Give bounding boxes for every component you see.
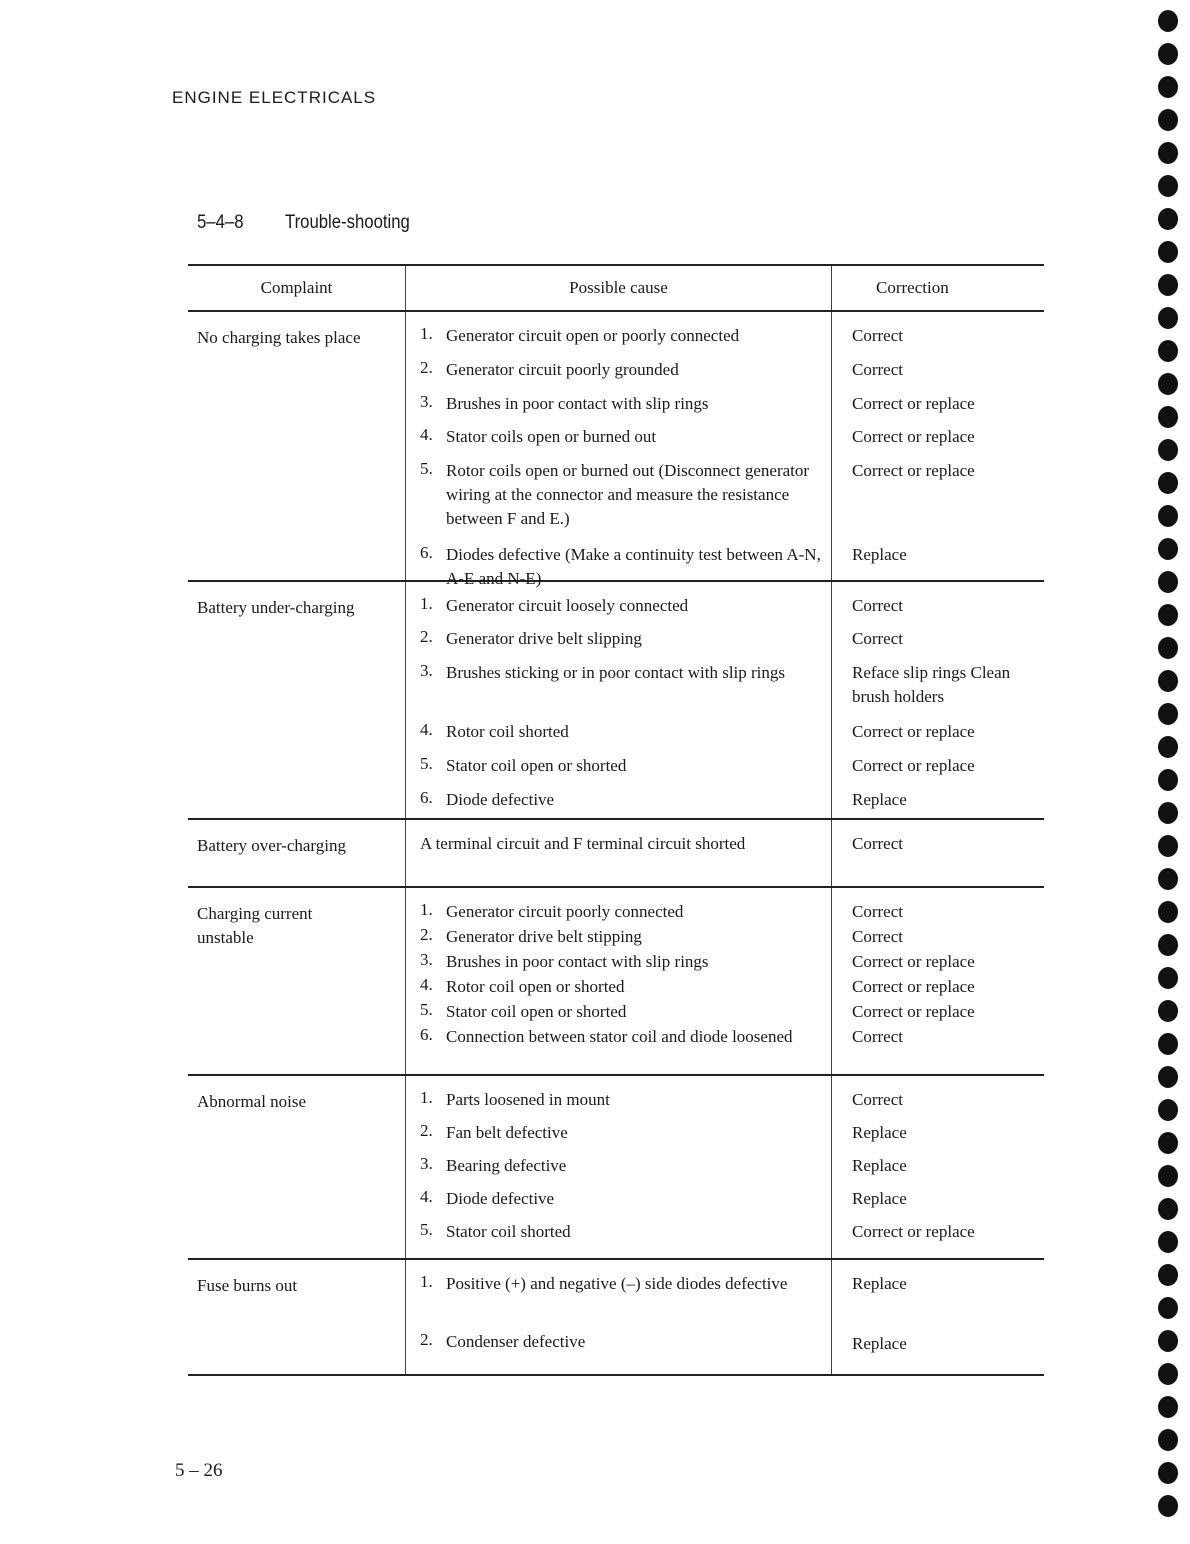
cause-item bbox=[420, 1025, 831, 1074]
correction-item: Correct or replace bbox=[852, 1222, 975, 1241]
binder-hole bbox=[1158, 274, 1178, 296]
item-number: 5. bbox=[420, 754, 433, 773]
cause-item bbox=[420, 1154, 831, 1187]
item-number: 4. bbox=[420, 1187, 433, 1206]
correction-item: Correct or replace bbox=[852, 952, 975, 971]
cause-item bbox=[420, 594, 831, 627]
correction-item: Correct bbox=[852, 360, 903, 379]
correction-cell bbox=[832, 1260, 1044, 1374]
cause-item bbox=[420, 425, 831, 459]
cause-text: Brushes in poor contact with slip rings bbox=[446, 394, 709, 413]
correction-item: Correct or replace bbox=[852, 756, 975, 775]
binder-hole bbox=[1158, 175, 1178, 197]
correction-item: Correct bbox=[852, 902, 903, 921]
complaint-cell: Battery over-charging bbox=[188, 820, 406, 886]
table-group bbox=[188, 820, 1044, 888]
cause-cell bbox=[406, 312, 832, 588]
correction-item: Correct bbox=[852, 927, 903, 946]
binder-hole bbox=[1158, 802, 1178, 824]
page-number: 5 – 26 bbox=[175, 1460, 223, 1481]
binder-hole bbox=[1158, 340, 1178, 362]
cause-text: Diode defective bbox=[446, 790, 555, 809]
binder-hole bbox=[1158, 1165, 1178, 1187]
binder-hole bbox=[1158, 934, 1178, 956]
binder-hole bbox=[1158, 1495, 1178, 1517]
correction-item: Replace bbox=[852, 1156, 907, 1175]
item-number: 4. bbox=[420, 720, 433, 739]
cause-text: A terminal circuit and F terminal circuit shorted bbox=[420, 834, 746, 853]
correction-item: Correct bbox=[852, 326, 903, 345]
cause-text: Fan belt defective bbox=[446, 1123, 568, 1142]
binder-hole bbox=[1158, 670, 1178, 692]
cause-text: Generator circuit loosely connected bbox=[446, 596, 689, 615]
correction-item: Correct or replace bbox=[852, 1002, 975, 1021]
cause-item bbox=[420, 975, 831, 1000]
correction-cell bbox=[832, 1076, 1044, 1258]
binder-hole bbox=[1158, 1033, 1178, 1055]
cause-item bbox=[420, 832, 791, 856]
binder-hole bbox=[1158, 1000, 1178, 1022]
binder-hole bbox=[1158, 505, 1178, 527]
binder-hole bbox=[1158, 736, 1178, 758]
binder-hole bbox=[1158, 1462, 1178, 1484]
complaint-cell: Abnormal noise bbox=[188, 1076, 406, 1258]
cause-text: Generator drive belt stipping bbox=[446, 927, 642, 946]
correction-cell bbox=[832, 312, 1044, 580]
cause-text: Rotor coil shorted bbox=[446, 722, 569, 741]
cause-item bbox=[420, 754, 831, 788]
complaint-cell: Charging current unstable bbox=[188, 888, 406, 1074]
binder-hole bbox=[1158, 142, 1178, 164]
section-heading bbox=[197, 212, 410, 234]
binder-hole bbox=[1158, 1330, 1178, 1352]
binder-hole bbox=[1158, 835, 1178, 857]
item-number: 4. bbox=[420, 975, 433, 994]
complaint-cell: Battery under-charging bbox=[188, 582, 406, 818]
cause-item bbox=[420, 392, 831, 425]
cause-item bbox=[420, 900, 831, 925]
cause-text: Generator drive belt slipping bbox=[446, 629, 642, 648]
binder-hole bbox=[1158, 406, 1178, 428]
item-number: 1. bbox=[420, 900, 433, 919]
cause-item bbox=[420, 459, 831, 543]
item-number: 1. bbox=[420, 594, 433, 613]
cause-item bbox=[420, 324, 831, 358]
cause-text: Stator coils open or burned out bbox=[446, 427, 657, 446]
cause-item bbox=[420, 1088, 831, 1121]
binder-hole bbox=[1158, 637, 1178, 659]
correction-item: Correct bbox=[852, 1090, 903, 1109]
cause-text: Bearing defective bbox=[446, 1156, 567, 1175]
item-number: 5. bbox=[420, 1000, 433, 1019]
item-number: 2. bbox=[420, 358, 433, 377]
cause-item bbox=[420, 1272, 831, 1330]
cause-item bbox=[420, 1330, 831, 1360]
binder-hole bbox=[1158, 439, 1178, 461]
correction-cell bbox=[832, 820, 1044, 886]
cause-item bbox=[420, 1000, 831, 1025]
binder-hole bbox=[1158, 1363, 1178, 1385]
item-number: 2. bbox=[420, 925, 433, 944]
binder-hole bbox=[1158, 1132, 1178, 1154]
cause-item bbox=[420, 1121, 831, 1154]
correction-item: Correct or replace bbox=[852, 427, 975, 446]
binder-hole bbox=[1158, 1264, 1178, 1286]
section-number: 5–4–8 bbox=[197, 212, 244, 233]
item-number: 1. bbox=[420, 1088, 433, 1107]
running-header: ENGINE ELECTRICALS bbox=[172, 88, 377, 107]
correction-item: Replace bbox=[852, 545, 907, 564]
item-number: 3. bbox=[420, 392, 433, 411]
item-number: 1. bbox=[420, 1272, 433, 1291]
complaint-cell: Fuse burns out bbox=[188, 1260, 406, 1374]
item-number: 1. bbox=[420, 324, 433, 343]
correction-cell bbox=[832, 582, 1044, 818]
cause-cell bbox=[406, 1076, 832, 1258]
cause-text: Diode defective bbox=[446, 1189, 555, 1208]
item-number: 4. bbox=[420, 425, 433, 444]
item-number: 6. bbox=[420, 543, 433, 562]
cause-text: Condenser defective bbox=[446, 1332, 586, 1351]
cause-text: Generator circuit poorly grounded bbox=[446, 360, 679, 379]
binder-hole bbox=[1158, 76, 1178, 98]
correction-item: Correct or replace bbox=[852, 722, 975, 741]
binder-hole bbox=[1158, 604, 1178, 626]
binder-hole bbox=[1158, 109, 1178, 131]
binder-hole bbox=[1158, 1066, 1178, 1088]
correction-item: Correct or replace bbox=[852, 977, 975, 996]
table-header-row bbox=[188, 266, 1044, 312]
cause-text: Positive (+) and negative (–) side diodes defective bbox=[446, 1274, 788, 1293]
item-number: 5. bbox=[420, 1220, 433, 1239]
cause-item bbox=[420, 788, 831, 818]
cause-text: Diodes defective (Make a continuity test between A-N, A-E and N-E) bbox=[446, 545, 821, 588]
correction-item: Correct bbox=[852, 1027, 903, 1046]
column-header-possible-cause: Possible cause bbox=[406, 266, 832, 310]
binder-hole bbox=[1158, 307, 1178, 329]
cause-item bbox=[420, 627, 831, 661]
table-group bbox=[188, 312, 1044, 588]
item-number: 3. bbox=[420, 661, 433, 680]
binder-hole bbox=[1158, 1099, 1178, 1121]
correction-item: Replace bbox=[852, 1334, 907, 1353]
cause-text: Stator coil shorted bbox=[446, 1222, 571, 1241]
item-number: 3. bbox=[420, 1154, 433, 1173]
binder-holes bbox=[1158, 10, 1182, 1528]
binder-hole bbox=[1158, 769, 1178, 791]
cause-cell bbox=[406, 1260, 832, 1374]
table-group bbox=[188, 888, 1044, 1076]
cause-item bbox=[420, 720, 831, 754]
correction-item: Correct bbox=[852, 596, 903, 615]
column-header-complaint: Complaint bbox=[188, 266, 406, 310]
item-number: 6. bbox=[420, 1025, 433, 1044]
cause-text: Parts loosened in mount bbox=[446, 1090, 610, 1109]
binder-hole bbox=[1158, 241, 1178, 263]
binder-hole bbox=[1158, 901, 1178, 923]
binder-hole bbox=[1158, 538, 1178, 560]
binder-hole bbox=[1158, 1231, 1178, 1253]
correction-item: Correct bbox=[852, 629, 903, 648]
correction-item: Replace bbox=[852, 790, 907, 809]
cause-item bbox=[420, 1187, 831, 1220]
table-group bbox=[188, 582, 1044, 820]
correction-item: Reface slip rings Clean brush holders bbox=[852, 663, 1011, 706]
binder-hole bbox=[1158, 1429, 1178, 1451]
troubleshooting-table bbox=[188, 264, 1044, 1376]
correction-cell bbox=[832, 888, 1044, 1074]
binder-hole bbox=[1158, 868, 1178, 890]
binder-hole bbox=[1158, 472, 1178, 494]
table-group bbox=[188, 1260, 1044, 1376]
cause-text: Generator circuit poorly connected bbox=[446, 902, 684, 921]
binder-hole bbox=[1158, 703, 1178, 725]
cause-text: Connection between stator coil and diode loosened bbox=[446, 1027, 793, 1046]
section-title: Trouble-shooting bbox=[285, 212, 410, 233]
cause-item bbox=[420, 358, 831, 392]
cause-text: Rotor coils open or burned out (Disconnect generator wiring at the connector and measure the resistance between F and E.) bbox=[446, 461, 810, 528]
binder-hole bbox=[1158, 208, 1178, 230]
binder-hole bbox=[1158, 1396, 1178, 1418]
item-number: 5. bbox=[420, 459, 433, 478]
cause-item bbox=[420, 950, 831, 975]
correction-item: Replace bbox=[852, 1189, 907, 1208]
complaint-cell: No charging takes place bbox=[188, 312, 406, 580]
cause-text: Rotor coil open or shorted bbox=[446, 977, 625, 996]
cause-item bbox=[420, 925, 831, 950]
cause-item bbox=[420, 661, 831, 720]
column-header-correction: Correction bbox=[876, 278, 949, 297]
cause-text: Generator circuit open or poorly connected bbox=[446, 326, 740, 345]
item-number: 6. bbox=[420, 788, 433, 807]
cause-text: Stator coil open or shorted bbox=[446, 1002, 627, 1021]
binder-hole bbox=[1158, 1198, 1178, 1220]
table-group bbox=[188, 1076, 1044, 1260]
cause-cell bbox=[406, 888, 832, 1074]
cause-text: Brushes sticking or in poor contact with slip rings bbox=[446, 663, 786, 682]
item-number: 3. bbox=[420, 950, 433, 969]
correction-item: Replace bbox=[852, 1123, 907, 1142]
binder-hole bbox=[1158, 967, 1178, 989]
item-number: 2. bbox=[420, 627, 433, 646]
correction-item: Correct or replace bbox=[852, 461, 975, 480]
cause-text: Stator coil open or shorted bbox=[446, 756, 627, 775]
binder-hole bbox=[1158, 373, 1178, 395]
binder-hole bbox=[1158, 10, 1178, 32]
correction-item: Replace bbox=[852, 1274, 907, 1293]
item-number: 2. bbox=[420, 1330, 433, 1349]
cause-text: Brushes in poor contact with slip rings bbox=[446, 952, 709, 971]
cause-cell bbox=[406, 820, 832, 886]
correction-item: Correct or replace bbox=[852, 394, 975, 413]
binder-hole bbox=[1158, 43, 1178, 65]
binder-hole bbox=[1158, 571, 1178, 593]
correction-item: Correct bbox=[852, 834, 903, 853]
binder-hole bbox=[1158, 1297, 1178, 1319]
cause-item bbox=[420, 1220, 831, 1250]
cause-cell bbox=[406, 582, 832, 818]
item-number: 2. bbox=[420, 1121, 433, 1140]
